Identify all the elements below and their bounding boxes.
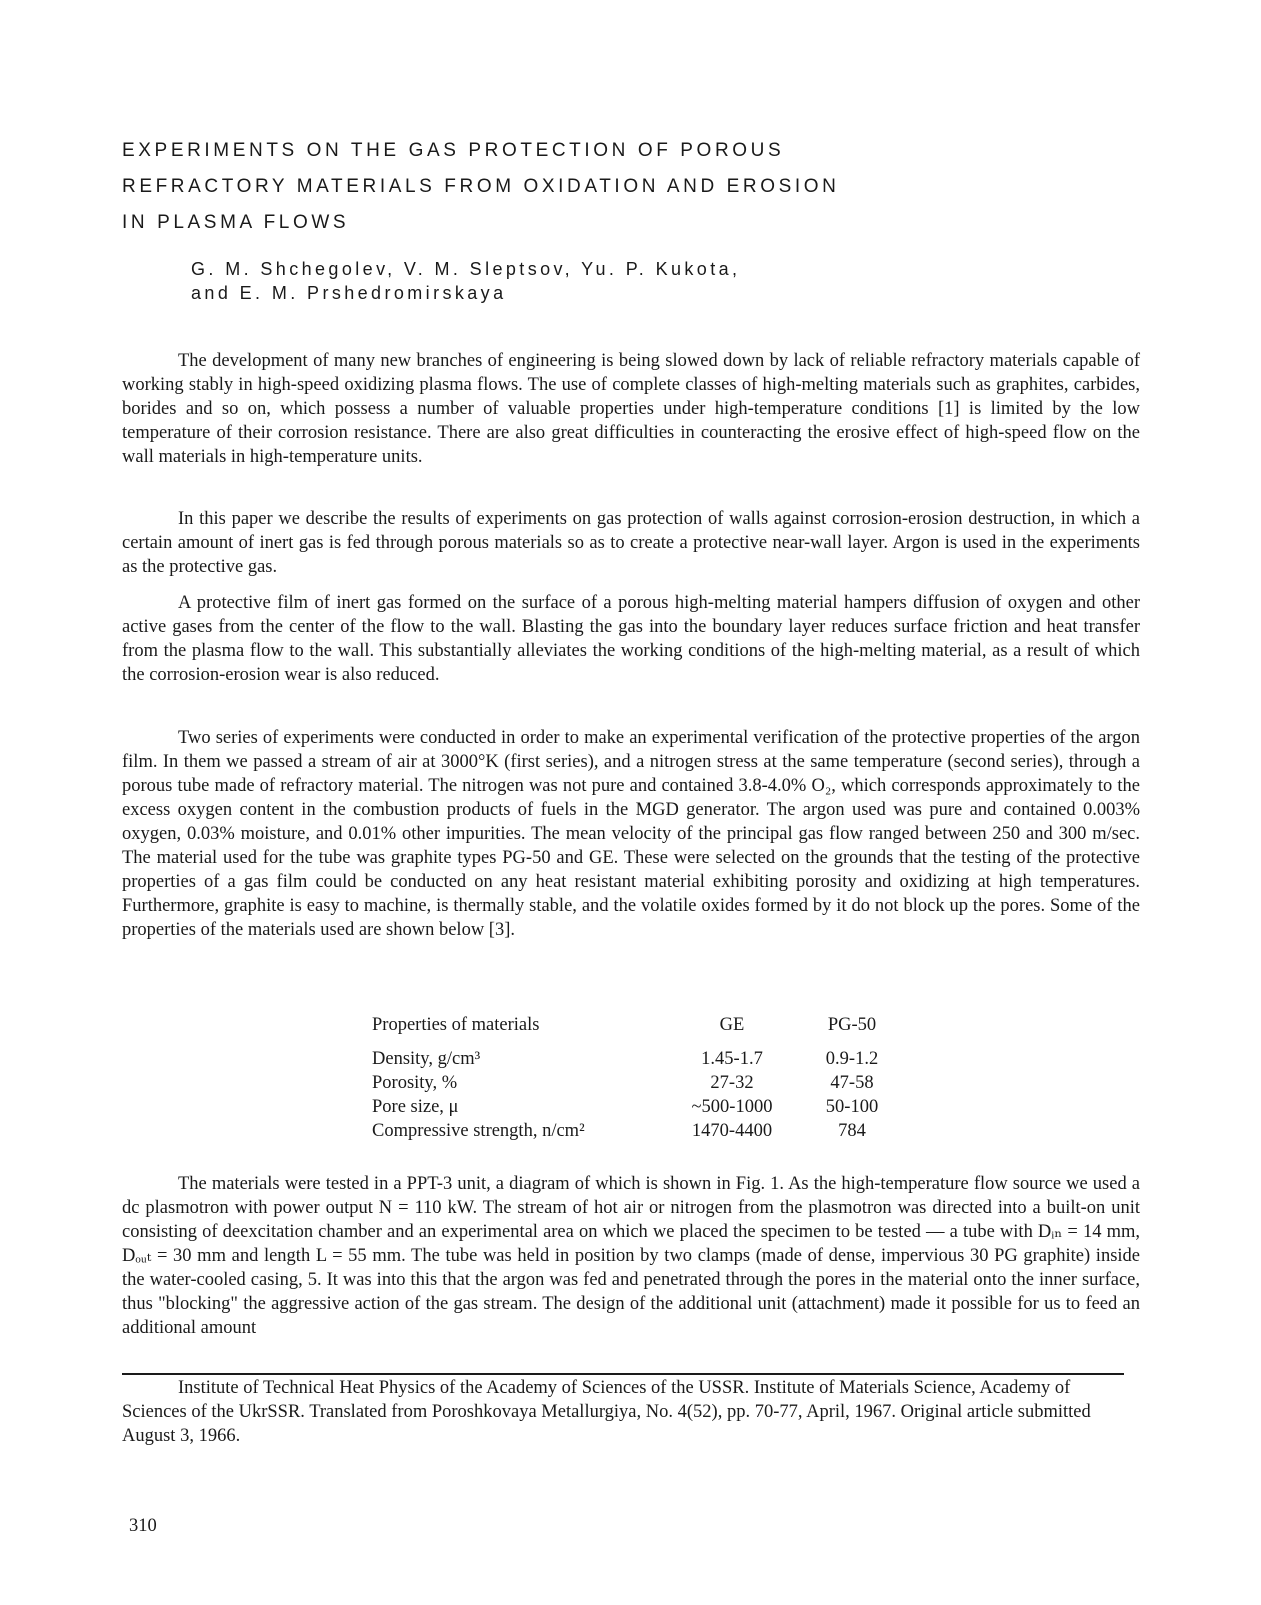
table-cell: Compressive strength, n/cm² <box>372 1121 585 1141</box>
table-header-cell: GE <box>719 1015 745 1035</box>
table-cell: 47-58 <box>830 1073 874 1093</box>
table-cell: 0.9-1.2 <box>825 1049 879 1069</box>
table-cell: 784 <box>838 1121 866 1141</box>
table-spacer <box>372 1037 912 1047</box>
author-list <box>191 257 1091 305</box>
author-line: G. M. Shchegolev, V. M. Sleptsov, Yu. P. Kukota, <box>191 259 741 279</box>
table-row <box>372 1047 912 1071</box>
author-line: and E. M. Prshedromirskaya <box>191 283 507 303</box>
table-cell: 1.45-1.7 <box>701 1049 763 1069</box>
article-title <box>122 133 1122 241</box>
title-line: EXPERIMENTS ON THE GAS PROTECTION OF POROUS <box>122 140 785 161</box>
paragraph-text: Two series of experiments were conducted in order to make an experimental verification of the protective properties of the argon film. In them we passed a stream of air at 3000°K (first series), and a nitrogen stress at the same temperature (second series), through a porous tube made of refractory material. The nitrogen was not pure and contained 3.8-4.0% O₂, which corresponds approximately to the excess oxygen content in the combustion products of fuels in the MGD generator. The argon used was pure and contained 0.003% oxygen, 0.03% moisture, and 0.01% other impurities. The mean velocity of the principal gas flow ranged between 250 and 300 m/sec. The material used for the tube was graphite types PG-50 and GE. These were selected on the grounds that the testing of the protective properties of a gas film could be conducted on any heat resistant material exhibiting porosity and oxidizing at high temperatures. Furthermore, graphite is easy to machine, is thermally stable, and the volatile oxides formed by it do not block up the pores. Some of the properties of the materials used are shown below [3]. <box>122 728 1140 940</box>
table-header-row <box>372 1013 912 1037</box>
table-row <box>372 1095 912 1119</box>
footnote-divider <box>122 1373 1124 1375</box>
title-line: REFRACTORY MATERIALS FROM OXIDATION AND EROSION <box>122 176 840 197</box>
table-cell: 50-100 <box>825 1097 879 1117</box>
table-cell: ~500-1000 <box>691 1097 773 1117</box>
material-properties-table <box>372 1013 912 1143</box>
body-paragraph-2 <box>122 507 1140 579</box>
table-cell: 27-32 <box>710 1073 754 1093</box>
body-paragraph-4 <box>122 726 1140 942</box>
table-cell: Pore size, μ <box>372 1097 459 1117</box>
paragraph-text: In this paper we describe the results of experiments on gas protection of walls against corrosion-erosion destruction, in which a certain amount of inert gas is fed through porous materials so as to create a protective near-wall layer. Argon is used in the experiments as the protective gas. <box>122 509 1140 577</box>
paragraph-text: The development of many new branches of engineering is being slowed down by lack of reliable refractory materials capable of working stably in high-speed oxidizing plasma flows. The use of complete classes of high-melting materials such as graphites, carbides, borides and so on, which possess a number of valuable properties under high-temperature conditions [1] is limited by the low temperature of their corrosion resistance. There are also great difficulties in counteracting the erosive effect of high-speed flow on the wall materials in high-temperature units. <box>122 351 1140 467</box>
table-header-cell: Properties of materials <box>372 1015 540 1035</box>
page-number: 310 <box>129 1516 157 1536</box>
footnote-text: Institute of Technical Heat Physics of the Academy of Sciences of the USSR. Institute of Materials Science, Academy of Sciences of the UkrSSR. Translated from Poroshkovaya Metallurgiya, No. 4(52), pp. 70-77, April, 1967. Original article submitted August 3, 1966. <box>122 1378 1091 1446</box>
table-cell: Porosity, % <box>372 1073 458 1093</box>
table-cell: Density, g/cm³ <box>372 1049 481 1069</box>
paragraph-text: A protective film of inert gas formed on the surface of a porous high-melting material hampers diffusion of oxygen and other active gases from the center of the flow to the wall. Blasting the gas into the boundary layer reduces surface friction and heat transfer from the plasma flow to the wall. This substantially alleviates the working conditions of the high-melting material, as a result of which the corrosion-erosion wear is also reduced. <box>122 593 1140 685</box>
footnote <box>122 1376 1122 1448</box>
table-header-cell: PG-50 <box>827 1015 877 1035</box>
title-line: IN PLASMA FLOWS <box>122 212 350 233</box>
body-paragraph-1 <box>122 349 1140 469</box>
paragraph-text: The materials were tested in a PPT-3 unit, a diagram of which is shown in Fig. 1. As the high-temperature flow source we used a dc plasmotron with power output N = 110 kW. The stream of hot air or nitrogen from the plasmotron was directed into a built-on unit consisting of deexcitation chamber and an experimental area on which we placed the specimen to be tested — a tube with Dᵢₙ = 14 mm, Dₒᵤₜ = 30 mm and length L = 55 mm. The tube was held in position by two clamps (made of dense, impervious 30 PG graphite) inside the water-cooled casing, 5. It was into this that the argon was fed and penetrated through the pores in the material onto the inner surface, thus "blocking" the aggressive action of the gas stream. The design of the additional unit (attachment) made it possible for us to feed an additional amount <box>122 1174 1140 1338</box>
body-paragraph-3 <box>122 591 1140 687</box>
table-row <box>372 1119 912 1143</box>
table-cell: 1470-4400 <box>691 1121 773 1141</box>
table-row <box>372 1071 912 1095</box>
body-paragraph-5 <box>122 1172 1140 1340</box>
